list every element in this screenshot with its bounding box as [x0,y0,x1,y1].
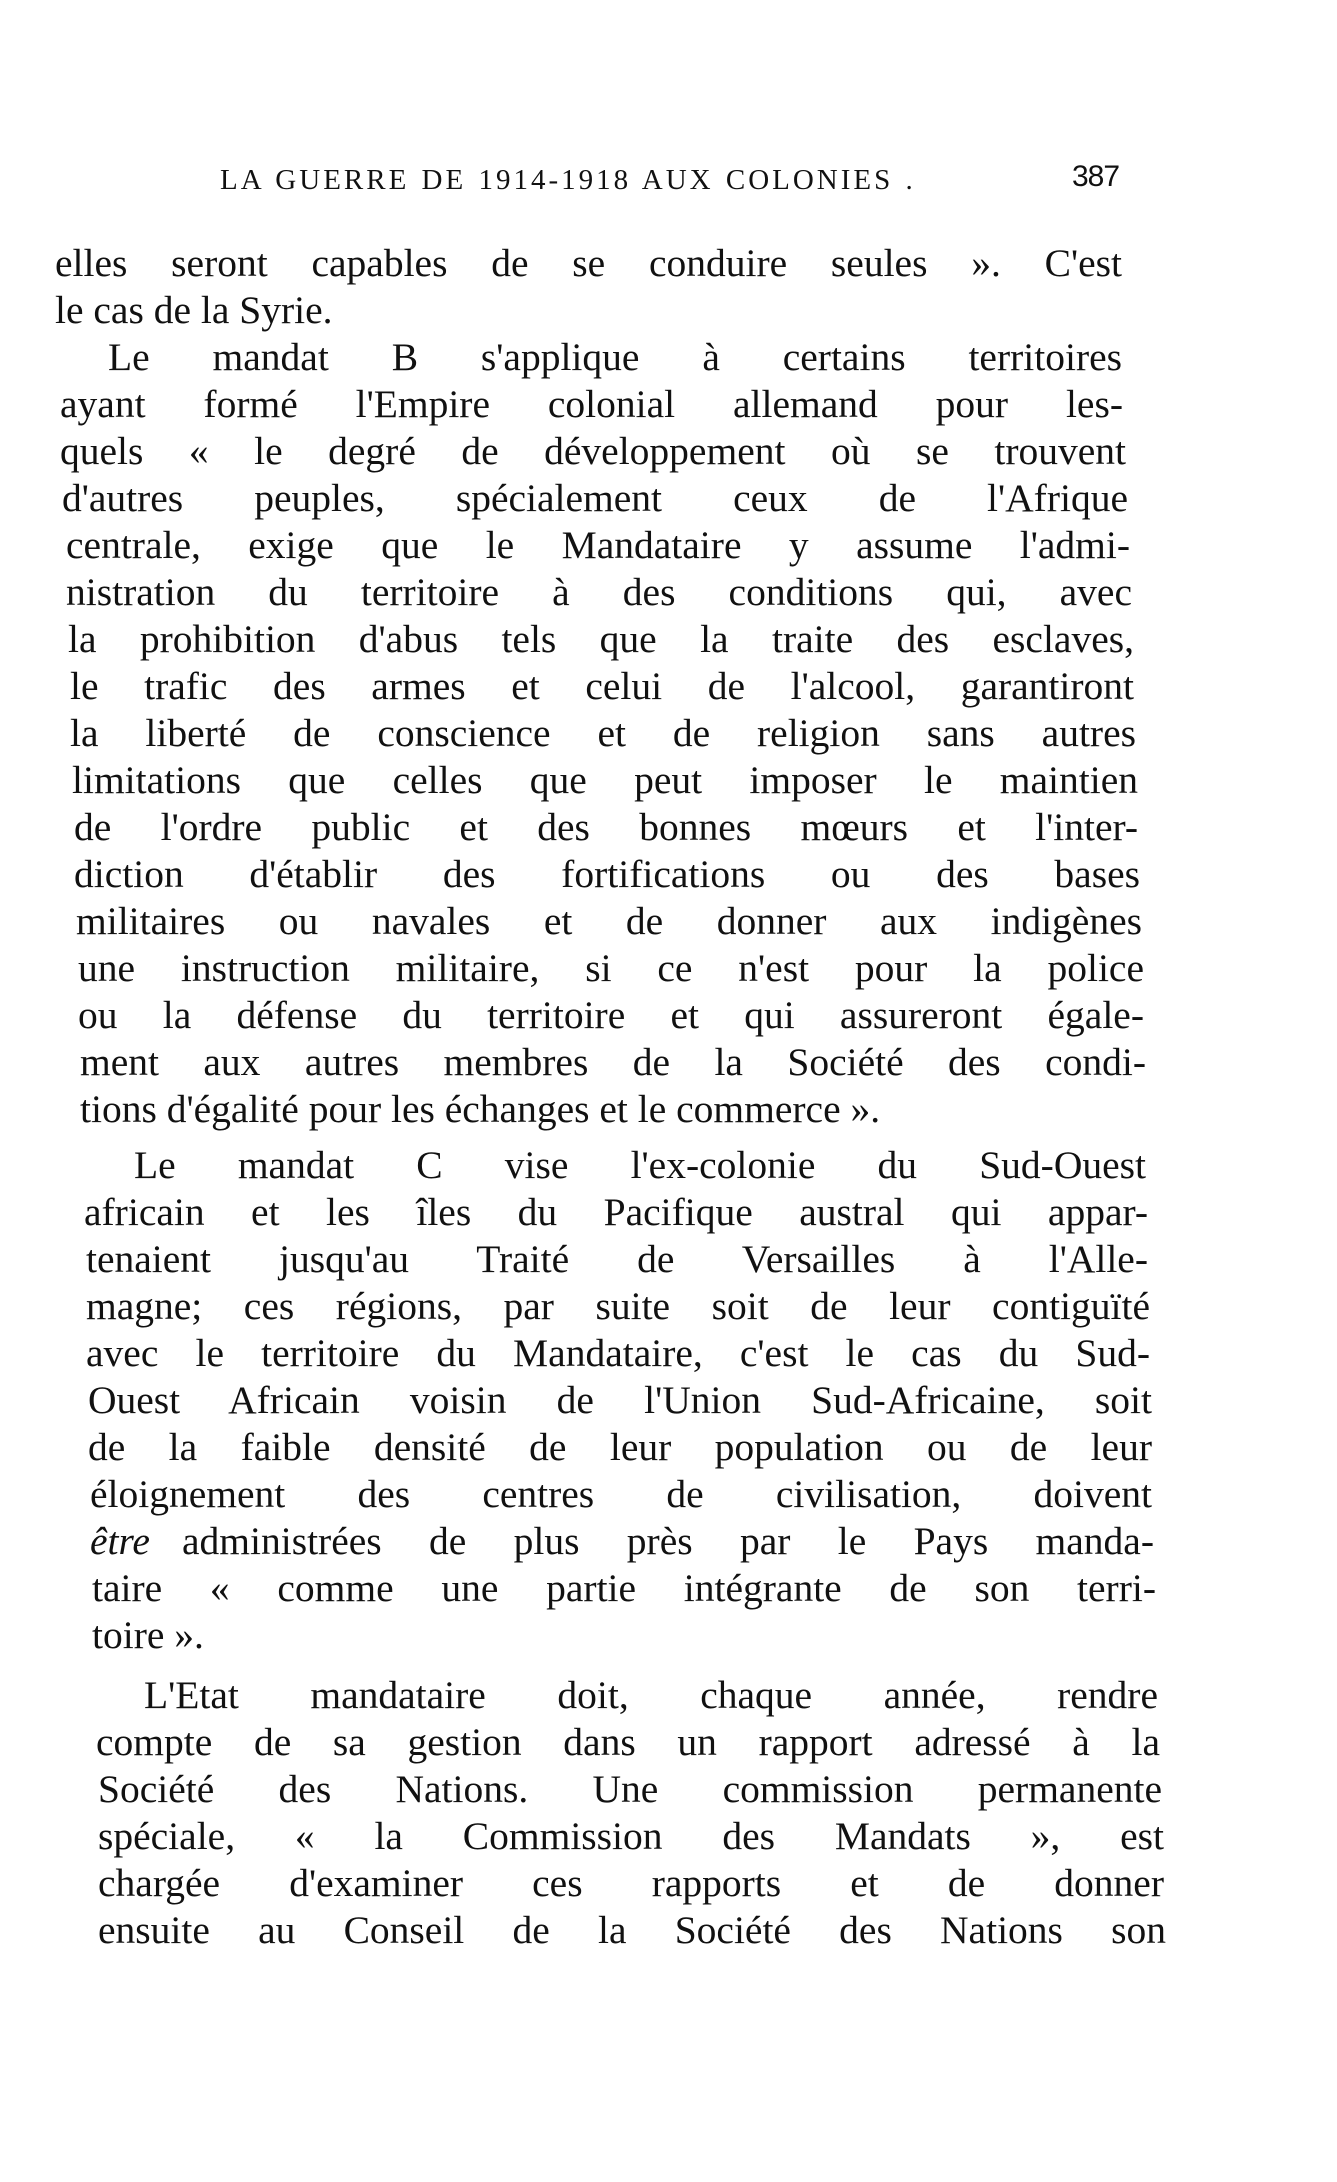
text-line-23: magne; ces régions, par suite soit de leur contiguïté [86,1284,1150,1328]
text-line-17: ou la défense du territoire et qui assureront égale- [78,993,1144,1037]
text-line-20: Le mandat C vise l'ex-colonie du Sud-Ouest [134,1143,1146,1187]
text-line-25: Ouest Africain voisin de l'Union Sud-Africaine, soit [88,1378,1152,1422]
text-line-24: avec le territoire du Mandataire, c'est le cas du Sud- [86,1331,1150,1375]
text-line-13: de l'ordre public et des bonnes mœurs et l'inter- [74,805,1138,849]
text-line-4: ayant formé l'Empire colonial allemand pour les- [60,382,1123,426]
text-line-22: tenaient jusqu'au Traité de Versailles à l'Alle- [86,1237,1148,1281]
text-line-5: quels « le degré de développement où se trouvent [60,429,1126,473]
text-line-30: toire ». [92,1613,204,1657]
text-line-1: elles seront capables de se conduire seules ». C'est [55,241,1122,285]
running-head [220,160,1120,200]
text-line-27: éloignement des centres de civilisation, doivent [90,1472,1152,1516]
text-line-7: centrale, exige que le Mandataire y assume l'admi- [66,523,1130,567]
page-number: 387 [1072,160,1120,193]
text-line-28: administrées de plus près par le Pays manda- [182,1519,1154,1563]
text-line-15: militaires ou navales et de donner aux indigènes [76,899,1142,943]
text-line-10: le trafic des armes et celui de l'alcool, garantiront [70,664,1134,708]
text-line-36: ensuite au Conseil de la Société des Nations son [98,1908,1166,1952]
text-line-28-italic-word: être [90,1519,150,1563]
text-line-12: limitations que celles que peut imposer le maintien [72,758,1138,802]
text-line-11: la liberté de conscience et de religion sans autres [70,711,1136,755]
text-line-18: ment aux autres membres de la Société des condi- [80,1040,1146,1084]
text-line-19: tions d'égalité pour les échanges et le commerce ». [80,1087,881,1131]
text-line-35: chargée d'examiner ces rapports et de donner [98,1861,1164,1905]
text-line-8: nistration du territoire à des conditions qui, avec [66,570,1132,614]
text-line-2: le cas de la Syrie. [55,288,333,332]
text-line-9: la prohibition d'abus tels que la traite des esclaves, [68,617,1134,661]
text-line-32: compte de sa gestion dans un rapport adressé à la [96,1720,1160,1764]
text-line-33: Société des Nations. Une commission permanente [98,1767,1162,1811]
text-line-21: africain et les îles du Pacifique austral qui appar- [84,1190,1148,1234]
text-line-31: L'Etat mandataire doit, chaque année, rendre [144,1673,1158,1717]
running-title: LA GUERRE DE 1914-1918 AUX COLONIES . [220,164,916,196]
text-line-3: Le mandat B s'applique à certains territoires [108,335,1122,379]
text-line-29: taire « comme une partie intégrante de son terri- [92,1566,1156,1610]
text-line-34: spéciale, « la Commission des Mandats », est [98,1814,1164,1858]
text-line-26: de la faible densité de leur population ou de leur [88,1425,1152,1469]
text-line-6: d'autres peuples, spécialement ceux de l'Afrique [62,476,1128,520]
text-line-14: diction d'établir des fortifications ou des bases [74,852,1140,896]
text-line-16: une instruction militaire, si ce n'est pour la police [78,946,1144,990]
